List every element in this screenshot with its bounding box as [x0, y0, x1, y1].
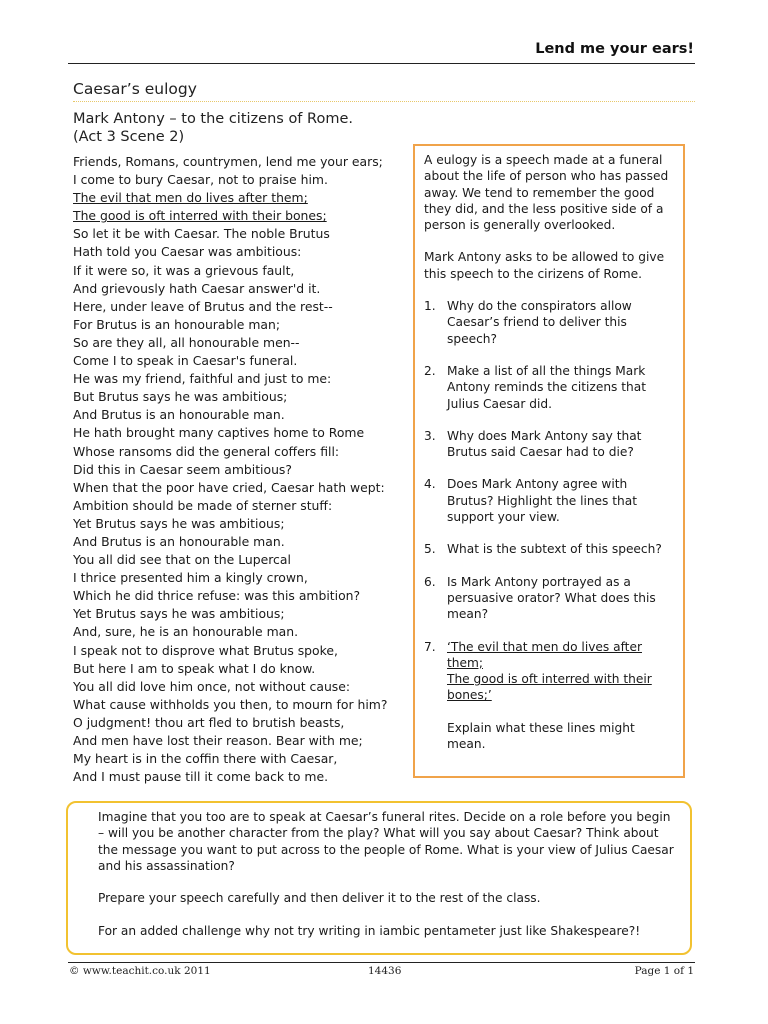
question-number: 2.	[424, 363, 436, 378]
speech-text	[73, 153, 387, 786]
explain-prompt: Explain what these lines might mean.	[447, 721, 635, 752]
context-note: Mark Antony asks to be allowed to give this speech to the cirizens of Rome.	[424, 250, 665, 281]
speech-line: I speak not to disprove what Brutus spoke,	[73, 642, 338, 658]
question-item	[424, 428, 675, 461]
subtitle-line: (Act 3 Scene 2)	[73, 129, 185, 145]
task-paragraph: Prepare your speech carefully and then deliver it to the rest of the class.	[98, 891, 541, 906]
task-paragraph: Imagine that you too are to speak at Caesar’s funeral rites. Decide on a role before you begin – will you be another character from the play? What will you say about Caesar? Think about the message you want to put across to the people of Rome. What is your view of Julius Caesar and his assassination?	[98, 810, 674, 873]
speech-line: And, sure, he is an honourable man.	[73, 624, 299, 640]
speech-line: If it were so, it was a grievous fault,	[73, 262, 295, 278]
speech-line: Whose ransoms did the general coffers fill:	[73, 443, 340, 459]
task-box	[66, 801, 692, 955]
question-item	[424, 476, 675, 525]
speech-line: Yet Brutus says he was ambitious;	[73, 515, 285, 531]
question-number: 4.	[424, 477, 436, 492]
resource-id: 14436	[368, 965, 402, 977]
speech-line: Hath told you Caesar was ambitious:	[73, 244, 302, 260]
page-number: Page 1 of 1	[634, 965, 694, 977]
question-text: Is Mark Antony portrayed as a persuasive orator? What does this mean?	[447, 574, 656, 622]
quote-line: ‘The evil that men do lives after them;	[447, 639, 642, 670]
speech-line: Did this in Caesar seem ambitious?	[73, 461, 292, 477]
speech-line: You all did love him once, not without cause:	[73, 678, 351, 694]
question-number: 3.	[424, 428, 436, 443]
question-item	[424, 298, 675, 347]
question-list	[424, 298, 675, 753]
speech-line: He hath brought many captives home to Rome	[73, 425, 365, 441]
question-item	[424, 541, 675, 557]
speech-line: And men have lost their reason. Bear with me;	[73, 733, 363, 748]
speech-line: The good is oft interred with their bones;	[73, 208, 327, 224]
questions-box	[413, 144, 685, 778]
question-number: 6.	[424, 574, 436, 589]
question-text	[447, 639, 675, 753]
question-item	[424, 574, 675, 623]
speech-line: You all did see that on the Lupercal	[73, 552, 291, 568]
speech-line: I come to bury Caesar, not to praise him.	[73, 172, 328, 188]
speech-line: So are they all, all honourable men--	[73, 334, 300, 350]
speech-line: Ambition should be made of sterner stuff:	[73, 497, 333, 513]
speech-line: And grievously hath Caesar answer'd it.	[73, 280, 321, 296]
speech-line: But Brutus says he was ambitious;	[73, 389, 288, 405]
copyright: © www.teachit.co.uk 2011	[69, 965, 211, 977]
question-text: What is the subtext of this speech?	[447, 542, 662, 557]
speech-line: Friends, Romans, countrymen, lend me your ears;	[73, 154, 383, 169]
speech-line: I thrice presented him a kingly crown,	[73, 570, 308, 586]
question-number: 7.	[424, 639, 436, 654]
speech-line: But here I am to speak what I do know.	[73, 660, 316, 676]
question-text: Make a list of all the things Mark Antony reminds the citizens that Julius Caesar did.	[447, 363, 647, 411]
speech-line: And Brutus is an honourable man.	[73, 407, 285, 423]
speech-line: The evil that men do lives after them;	[73, 190, 308, 206]
speech-line: Come I to speak in Caesar's funeral.	[73, 353, 298, 369]
speech-line: What cause withholds you then, to mourn for him?	[73, 696, 388, 712]
question-text: Why does Mark Antony say that Brutus said Caesar had to die?	[447, 428, 642, 460]
task-paragraph: For an added challenge why not try writing in iambic pentameter just like Shakespeare?!	[98, 924, 641, 939]
speech-line: And Brutus is an honourable man.	[73, 533, 285, 549]
footer-rule	[68, 962, 695, 963]
speech-line: And I must pause till it come back to me.	[73, 769, 329, 785]
speech-line: O judgment! thou art fled to brutish beasts,	[73, 714, 345, 730]
eulogy-definition: A eulogy is a speech made at a funeral about the life of person who has passed away. We tend to remember the good they did, and the less positive side of a person is generally overlooked.	[424, 153, 669, 233]
question-number: 1.	[424, 299, 436, 314]
quote-line: The good is oft interred with their bones;’	[447, 672, 652, 703]
question-item	[424, 363, 675, 412]
page-title: Caesar’s eulogy	[73, 80, 197, 98]
speech-line: My heart is in the coffin there with Caesar,	[73, 751, 338, 767]
header-title: Lend me your ears!	[535, 41, 694, 57]
question-item	[424, 639, 675, 753]
subtitle	[73, 110, 353, 146]
speech-line: For Brutus is an honourable man;	[73, 316, 281, 332]
subtitle-line: Mark Antony – to the citizens of Rome.	[73, 111, 353, 127]
question-text: Why do the conspirators allow Caesar’s friend to deliver this speech?	[447, 299, 632, 346]
speech-line: Here, under leave of Brutus and the rest--	[73, 298, 333, 314]
header-rule	[68, 63, 695, 64]
speech-line: He was my friend, faithful and just to me:	[73, 371, 332, 387]
question-number: 5.	[424, 542, 436, 557]
title-divider	[73, 101, 695, 102]
speech-line: So let it be with Caesar. The noble Brutus	[73, 226, 330, 242]
speech-line: Yet Brutus says he was ambitious;	[73, 606, 285, 622]
question-text: Does Mark Antony agree with Brutus? Highlight the lines that support your view.	[447, 477, 638, 525]
speech-line: When that the poor have cried, Caesar hath wept:	[73, 479, 385, 495]
speech-line: Which he did thrice refuse: was this ambition?	[73, 588, 361, 604]
